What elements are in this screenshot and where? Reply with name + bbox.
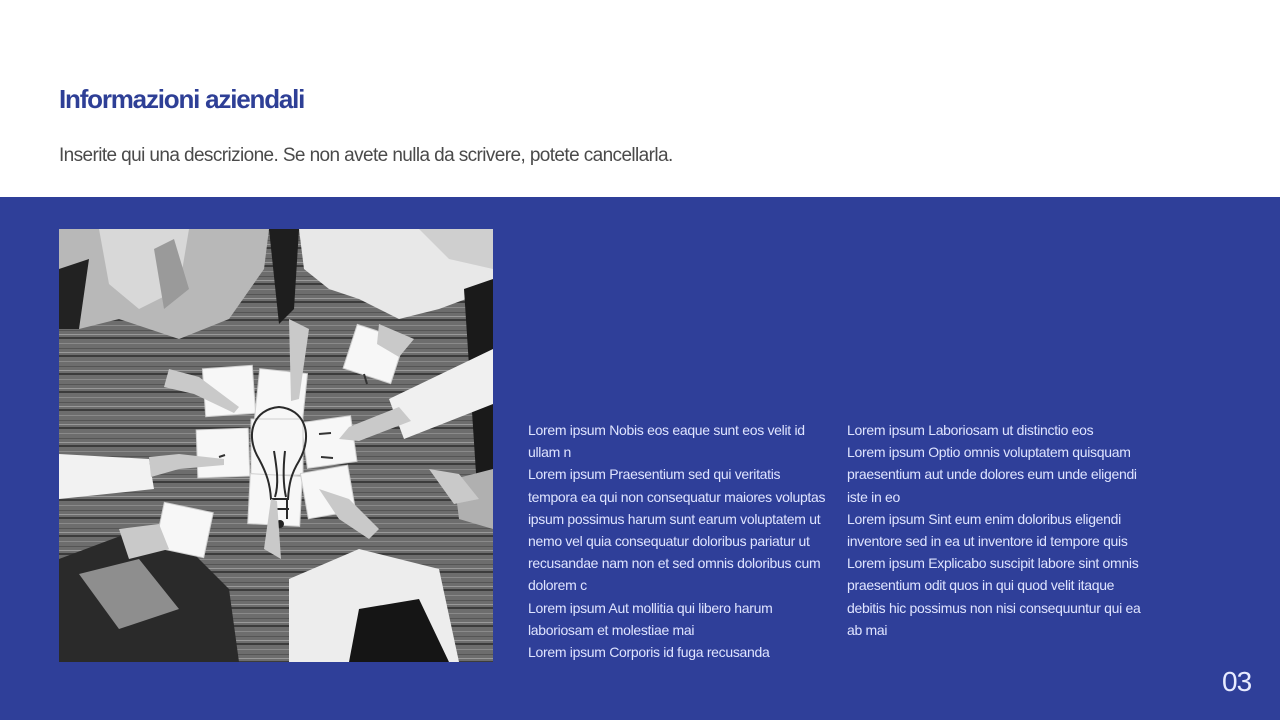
paragraph: Lorem ipsum Nobis eos eaque sunt eos velit id ullam n [528,422,805,461]
paragraph: Lorem ipsum Sint eum enim doloribus eligendi inventore sed in ea ut inventore id tempore quis [847,510,1128,550]
page-number: 03 [1222,666,1252,697]
text-column-right [847,419,1147,641]
paragraph: Lorem ipsum Explicabo suscipit labore sint omnis praesentium odit quos in qui quod velit itaque debitis hic possimus non nisi consequuntur qui ea ab mai [847,555,1141,638]
paragraph: Lorem ipsum Laboriosam ut distinctio eos [847,422,1094,438]
paragraph: Lorem ipsum Optio omnis voluptatem quisquam praesentium aut unde dolores eum unde eligendi iste in eo [847,444,1137,505]
page-subtitle: Inserite qui una descrizione. Se non avete nulla da scrivere, potete cancellarla. [59,145,673,166]
page-title: Informazioni aziendali [59,84,305,114]
team-puzzle-photo [59,229,493,662]
paragraph: Lorem ipsum Corporis id fuga recusanda [528,644,770,661]
slide-header [0,0,1280,197]
paragraph: Lorem ipsum Aut mollitia qui libero harum laboriosam et molestiae mai [528,599,773,638]
photo-illustration [59,229,493,662]
paragraph: Lorem ipsum Praesentium sed qui veritatis tempora ea qui non consequatur maiores voluptas ipsum possimus harum sunt earum voluptatem ut nemo vel quia consequatur doloribus pariatur ut recusandae nam non et sed omnis doloribus cum dolorem c [528,466,826,594]
text-column-left [528,419,828,663]
